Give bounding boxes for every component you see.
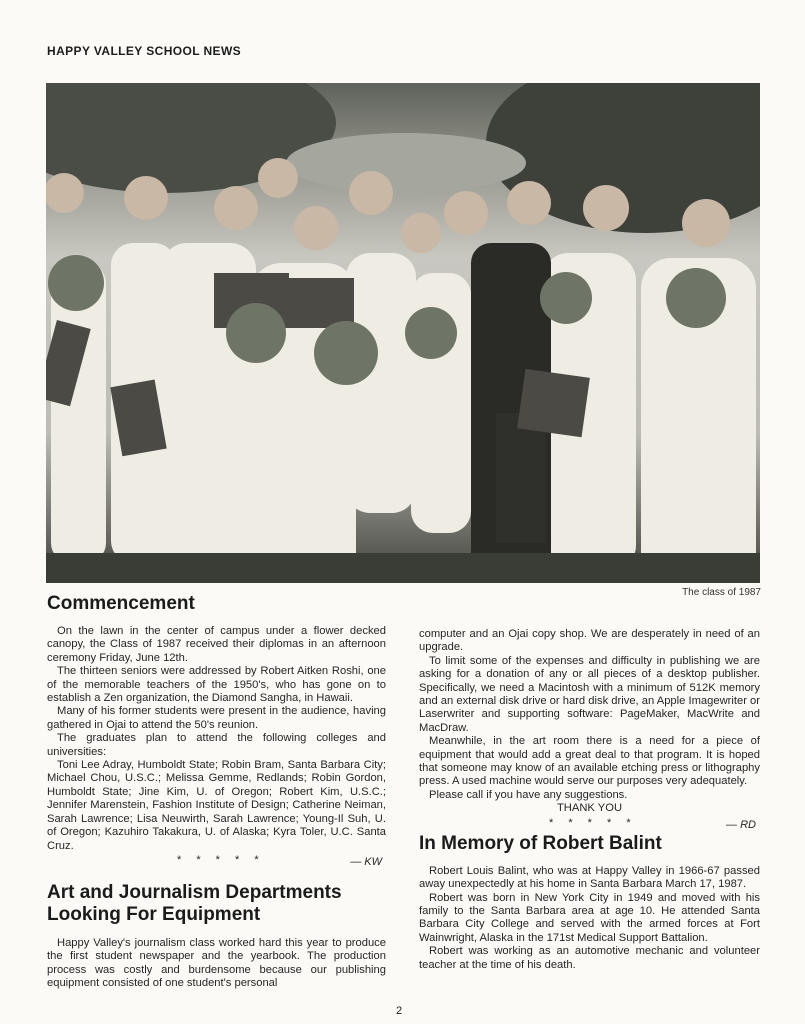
author-signature: — KW bbox=[350, 855, 382, 868]
art-heading bbox=[47, 882, 386, 926]
section-divider bbox=[47, 854, 386, 868]
memory-paragraph: Robert Louis Balint, who was at Happy Valley in 1966-67 passed away unexpectedly at his home in Santa Barbara March 17, 1987. bbox=[419, 864, 760, 891]
stars-divider: * * * * * bbox=[549, 816, 637, 829]
art-paragraph: Meanwhile, in the art room there is a need for a piece of equipment that would add a great deal to that program. It is hoped that someone may know of an available etching press or lithography press. A used machine would serve our purposes very adequately. bbox=[419, 735, 760, 788]
memory-heading: In Memory of Robert Balint bbox=[419, 832, 662, 854]
section-divider bbox=[419, 817, 760, 831]
author-signature: — RD bbox=[726, 818, 756, 831]
art-paragraph: Happy Valley's journalism class worked hard this year to produce the first student newspaper and the yearbook. The production process was costly and burdensome because our publishing equipment consisted of one student's personal bbox=[47, 936, 386, 990]
memory-paragraph: Robert was born in New York City in 1949 and moved with his family to the Santa Barbara area at age 10. He attended Santa Barbara City College and served with the armed forces at Fort Wainwright, Alaska in the 171st Medical Support Battalion. bbox=[419, 891, 760, 944]
commencement-heading: Commencement bbox=[47, 593, 195, 614]
commencement-paragraph: The thirteen seniors were addressed by Robert Aitken Roshi, one of the memorable teachers of the 1950's, who has gone on to establish a Zen organization, the Diamond Sangha, in Hawaii. bbox=[47, 665, 386, 705]
thank-you: THANK YOU bbox=[556, 802, 623, 815]
newsletter-title: HAPPY VALLEY SCHOOL NEWS bbox=[47, 44, 242, 58]
art-heading-line2: Looking For Equipment bbox=[47, 903, 261, 925]
commencement-paragraph: On the lawn in the center of campus under a flower decked canopy, the Class of 1987 received their diplomas in an afternoon ceremony Friday, June 12th. bbox=[47, 625, 386, 664]
art-heading-line1: Art and Journalism Departments bbox=[47, 881, 342, 903]
right-column bbox=[419, 628, 760, 972]
art-paragraph: Please call if you have any suggestions. bbox=[429, 788, 628, 801]
memory-paragraph: Robert was working as an automotive mechanic and volunteer teacher at the time of his death. bbox=[419, 945, 760, 971]
art-paragraph-continued: computer and an Ojai copy shop. We are desperately in need of an upgrade. bbox=[419, 628, 760, 654]
left-column bbox=[47, 593, 386, 991]
commencement-paragraph: Toni Lee Adray, Humboldt State; Robin Bram, Santa Barbara City; Michael Chou, U.S.C.; Melissa Gemme, Redlands; Robin Gordon, Humboldt State; Jine Kim, U. of Oregon; Robert Kim, U.S.C.; Jennifer Marenstein, Fashion Institute of Design; Catherine Neiman, Sarah Lawrence; Lisa Neuwirth, Sarah Lawrence; Young-Il Suh, U. of Oregon; Kazuhiro Takakura, U. of Alaska; Kyra Toler, U.C. Santa Cruz. bbox=[47, 759, 386, 852]
stars-divider: * * * * * bbox=[177, 853, 265, 866]
art-paragraph: To limit some of the expenses and difficulty in publishing we are asking for a donation of any or all pieces of a desktop publisher. Specifically, we need a Macintosh with a minimum of 512K memory and an external disk drive or hard disk drive, an Apple Imagewriter or Laserwriter and supporting software: PageMaker, MacWrite and MacDraw. bbox=[419, 654, 760, 734]
class-photo bbox=[46, 83, 760, 583]
class-photo-illustration bbox=[46, 83, 760, 583]
page-number: 2 bbox=[396, 1005, 403, 1017]
commencement-paragraph: The graduates plan to attend the following colleges and universities: bbox=[47, 732, 386, 758]
photo-caption: The class of 1987 bbox=[682, 587, 761, 598]
commencement-paragraph: Many of his former students were present in the audience, having gathered in Ojai to attend the 50's reunion. bbox=[47, 705, 386, 731]
